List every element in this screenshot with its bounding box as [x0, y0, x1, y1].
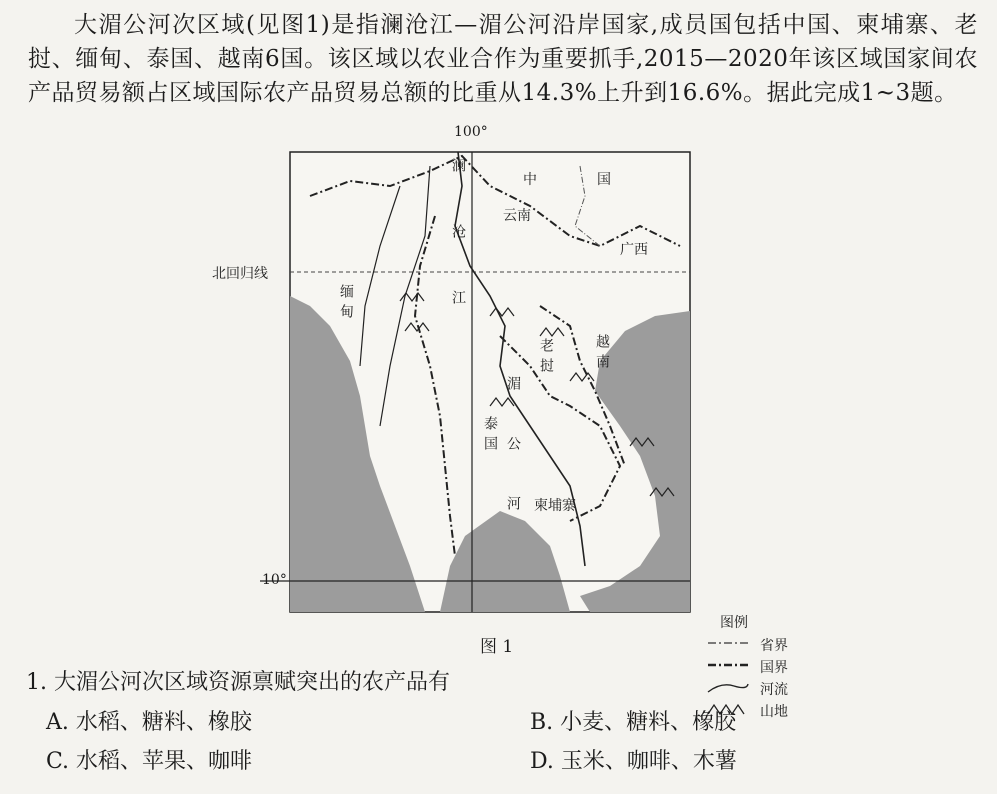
legend-national: [706, 656, 806, 676]
label-laos: 老挝: [538, 338, 554, 378]
intro-paragraph: 大湄公河次区域(见图1)是指澜沧江—湄公河沿岸国家,成员国包括中国、柬埔寨、老挝、缅甸、泰国、越南6国。该区域以农业合作为重要抓手,2015—2020年该区域国家间农产品贸易额占区域国际农产品贸易总额的比重从14.3%上升到16.6%。据此完成1~3题。: [28, 12, 978, 106]
legend-river: [706, 678, 806, 698]
lat10-label: 10°: [262, 572, 287, 588]
lon-label: 100°: [454, 124, 488, 140]
label-china-guo: 国: [597, 172, 611, 188]
legend-title: 图例: [720, 615, 748, 631]
label-lancang: 澜沧江: [450, 158, 466, 356]
label-china-zhong: 中: [523, 172, 537, 188]
label-mekong: 湄公河: [505, 376, 521, 556]
option-a: A. 水稻、糖料、橡胶: [46, 710, 252, 735]
option-d: D. 玉米、咖啡、木薯: [530, 749, 737, 774]
label-guangxi: 广西: [620, 242, 648, 258]
tropic-label: 北回归线: [212, 266, 268, 282]
label-cambodia: 柬埔寨: [534, 498, 576, 514]
label-thailand: 泰国: [482, 416, 498, 456]
legend-province: [706, 634, 806, 654]
question-stem: 1. 大湄公河次区域资源禀赋突出的农产品有: [26, 670, 450, 695]
label-vietnam: 越南: [594, 334, 610, 374]
legend-river-label: 河流: [760, 682, 788, 698]
map-svg: [200, 126, 800, 636]
option-c: C. 水稻、苹果、咖啡: [46, 749, 253, 774]
legend-mountain-label: 山地: [760, 704, 788, 720]
figure-caption: 图 1: [480, 637, 514, 657]
label-yunnan: 云南: [503, 208, 531, 224]
label-burma: 缅甸: [338, 284, 354, 324]
legend-national-label: 国界: [760, 660, 788, 676]
option-b: B. 小麦、糖料、橡胶: [530, 710, 737, 735]
legend-province-label: 省界: [760, 638, 788, 654]
